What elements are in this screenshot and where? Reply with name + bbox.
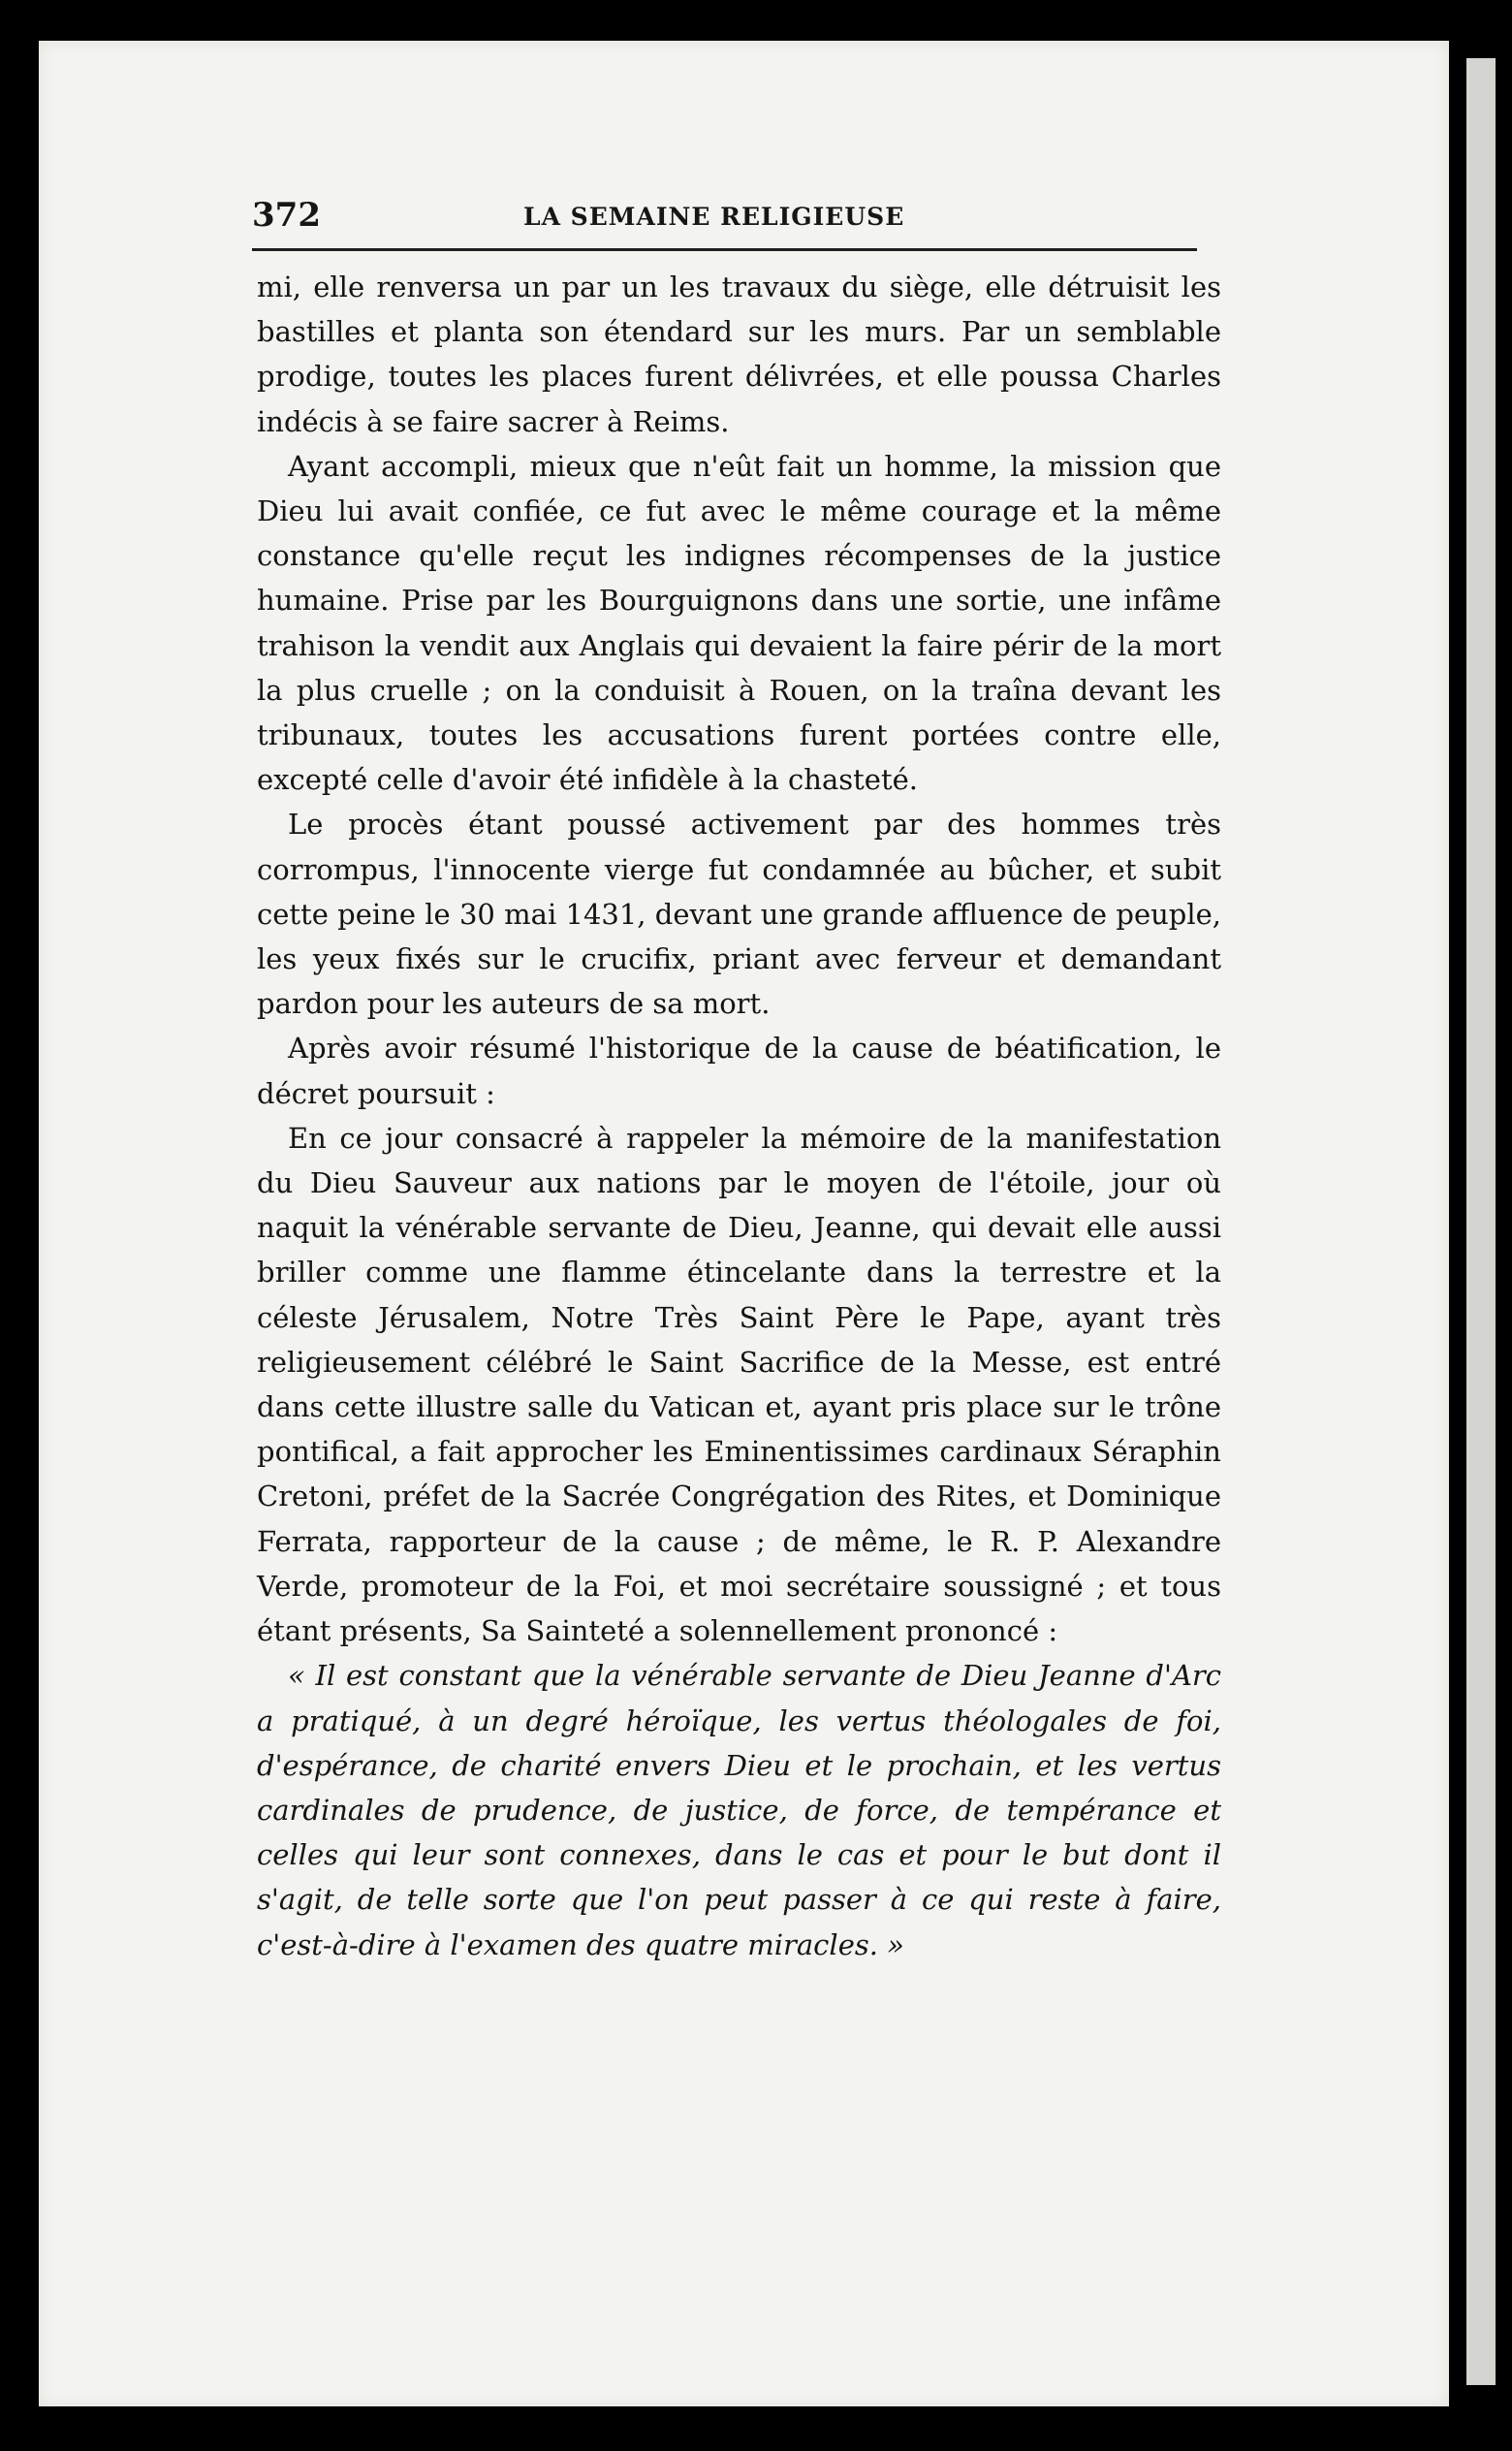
paragraph: Après avoir résumé l'historique de la cause de béatification, le décret poursuit : <box>257 1032 1221 1110</box>
quoted-decree: « Il est constant que la vénérable servante de Dieu Jeanne d'Arc a pratiqué, à un degré héroïque, les vertus théologales de foi, d'espérance, de charité envers Dieu et le prochain, et les vertus cardinales de prudence, de justice, de force, de tempérance et celles qui leur sont connexes, dans le cas et pour le but dont il s'agit, de telle sorte que l'on peut passer à ce qui reste à faire, c'est-à-dire à l'examen des quatre miracles. » <box>257 1659 1221 1961</box>
paragraph: Le procès étant poussé activement par des hommes très corrompus, l'innocente vierge fut condamnée au bûcher, et subit cette peine le 30 mai 1431, devant une grande affluence de peuple, les yeux fixés sur le crucifix, priant avec ferveur et demandant pardon pour les auteurs de sa mort. <box>257 808 1221 1021</box>
next-page-sliver <box>1466 58 1496 2385</box>
paragraph: mi, elle renversa un par un les travaux du siège, elle détruisit les bastilles et planta son étendard sur les murs. Par un semblable prodige, toutes les places furent délivrées, et elle poussa Charles indécis à se faire sacrer à Reims. <box>257 271 1221 438</box>
page-header <box>252 194 1197 252</box>
body-text <box>257 265 1221 1967</box>
header-rule <box>252 248 1197 251</box>
paragraph: Ayant accompli, mieux que n'eût fait un homme, la mission que Dieu lui avait confiée, ce fut avec le même courage et la même constance qu'elle reçut les indignes récompenses de la justice humaine. Prise par les Bourguignons dans une sortie, une infâme trahison la vendit aux Anglais qui devaient la faire périr de la mort la plus cruelle ; on la conduisit à Rouen, on la traîna devant les tribunaux, toutes les accusations furent portées contre elle, excepté celle d'avoir été infidèle à la chasteté. <box>257 449 1221 797</box>
page-number: 372 <box>252 196 321 235</box>
running-title: LA SEMAINE RELIGIEUSE <box>523 203 905 231</box>
paragraph: En ce jour consacré à rappeler la mémoire de la manifestation du Dieu Sauveur aux nations par le moyen de l'étoile, jour où naquit la vénérable servante de Dieu, Jeanne, qui devait elle aussi briller comme une flamme étincelante dans la terrestre et la céleste Jérusalem, Notre Très Saint Père le Pape, ayant très religieusement célébré le Saint Sacrifice de la Messe, est entré dans cette illustre salle du Vatican et, ayant pris place sur le trône pontifical, a fait approcher les Eminentissimes cardinaux Séraphin Cretoni, préfet de la Sacrée Congrégation des Rites, et Dominique Ferrata, rapporteur de la cause ; de même, le R. P. Alexandre Verde, promoteur de la Foi, et moi secrétaire soussigné ; et tous étant présents, Sa Sainteté a solennellement prononcé : <box>257 1121 1221 1648</box>
